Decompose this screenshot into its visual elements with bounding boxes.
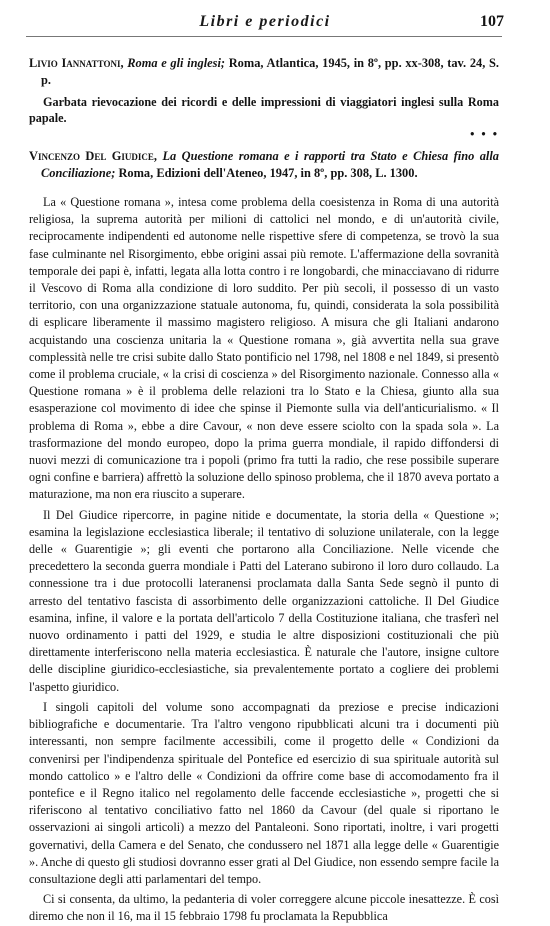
review-paragraph: Il Del Giudice ripercorre, in pagine nitide e documentate, la storia della « Questione »; esamina la legislazione ecclesiastica liberale; il tentativo di soluzione unilaterale, con la legge delle « Guarentigie »; gli eventi che portarono alla Conciliazione. Nelle vicende che precedettero la seconda guerra mondiale i Patti del Laterano subirono il loro duro collaudo. La connessione tra i due protocolli lateranensi proclamata dalla Santa Sede segnò il punto di arresto del tentativo fascista di assorbimento delle organizzazioni cattoliche. Il Del Giudice esamina, infine, il valore e la portata dell'articolo 7 della Costituzione italiana, che trasferì nel nuovo ordinamento i patti del 1929, e studia le altre disposizioni costituzionali che più direttamente interferiscono nella materia ecclesiastica. È naturale che l'autore, insigne cultore delle discipline giuridico-ecclesiastiche, sia prevalentemente portato a cogliere dei problemi l'aspetto giuridico. <box>29 507 499 694</box>
citation-author: Livio Iannattoni, <box>29 56 124 70</box>
citation <box>29 148 499 182</box>
citation-publication: Roma, Edizioni dell'Ateneo, 1947, in 8º, pp. 308, L. 1300. <box>118 166 418 180</box>
citation-title: La Questione romana e i rapporti tra Stato e Chiesa fino alla Conciliazione; <box>41 149 499 180</box>
review-signature: • • • <box>470 127 499 141</box>
page-number: 107 <box>480 13 504 30</box>
review-entry <box>29 148 499 926</box>
citation <box>29 55 499 89</box>
review-entry <box>29 55 499 142</box>
citation-title: Roma e gli inglesi; <box>127 56 226 70</box>
header-rule <box>26 36 502 37</box>
review-paragraph: Ci si consenta, da ultimo, la pedanteria di voler correggere alcune piccole inesattezze. È così diremo che non il 16, ma il 15 febbraio 1798 fu proclamata la Repubblica <box>29 892 499 924</box>
running-header-title: Libri e periodici <box>199 13 331 30</box>
review-paragraph: I singoli capitoli del volume sono accompagnati da preziose e precise indicazioni bibliografiche e documentarie. Tra l'altro vengono ripubblicati alcuni tra i documenti più interessanti, non sempre facilmente accessibili, come il progetto delle « Condizioni da convenirsi per l'indipendenza spirituale del Pontefice ed esercizio di sua spirituale autorità sul mondo cattolico » e l'altro delle « Condizioni da offrire come base di accomodamento fra il pontefice e il Regno italico nel regolamento delle faccende ecclesiastiche », progetti che si riferiscono al tentativo conciliativo fatto nel 1860 da Cavour (del quale si riportano le osservazioni ai singoli articoli) a mezzo del Pantaleoni. Sono riportati, inoltre, i vari progetti governativi, della Camera e del Senato, che condussero nel 1871 alla legge delle « Guarentigie ». Anche di questo gli studiosi dovranno esser grati al Del Giudice, non essendo sempre facile la consultazione degli atti parlamentari del tempo. <box>29 699 499 886</box>
review-text <box>29 94 499 142</box>
review-paragraph: La « Questione romana », intesa come problema della coesistenza in Roma di una autorità religiosa, la suprema autorità per milioni di cattolici nel mondo, e di un'autorità civile, reciprocamente indipendenti ed autonome nelle rispettive sfere di competenza, se trovò la sua fase culminante nel Risorgimento, ebbe origini assai più remote. L'affermazione della sovranità temporale dei papi è, infatti, legata alla lotta contro i re longobardi, che minacciavano di ridurre il Vescovo di Roma alla condizione di loro suddito. Per più secoli, il possesso di un vasto territorio, con una organizzazione statuale autonoma, fu, quindi, considerata la sola possibilità di esplicare liberamente il massimo magistero religioso. A misura che gli Italiani andarono acquistando una coscienza unitaria la « Questione romana », già avvertita nella sua grave complessità nelle tre crisi subite dallo Stato pontificio nel 1798, nel 1808 e nel 1849, si presentò come il problema cruciale, « la crisi di coscienza » del Risorgimento nazionale. Connesso alla « Questione romana » è il problema delle relazioni tra lo Stato e la Chiesa, giunto alla sua esasperazione col movimento di idee che spinse il Piemonte sulla via dell'anticurialismo. « Il problema di Roma », ebbe a dire Cavour, « non deve essere sciolto con la spada sola ». La trasformazione del mondo europeo, dopo la prima guerra mondiale, il rapido diffondersi di nuovi mezzi di comunicazione tra i popoli (primo fra tutti la radio, che rese possibile superare ogni confine e barriera) affrettò la soluzione dello spinoso problema, che il 1870 aveva portato a maturazione, ma non era riuscito a superare. <box>29 195 499 502</box>
citation-author: Vincenzo Del Giudice, <box>29 149 158 163</box>
review-paragraph: Garbata rievocazione dei ricordi e delle impressioni di viaggiatori inglesi sulla Roma papale. <box>29 95 499 125</box>
citation-publication: Roma, Atlantica, 1945, in 8º, pp. xx-308, tav. 24, S. p. <box>41 56 500 87</box>
running-header <box>26 13 504 33</box>
review-text <box>29 194 499 926</box>
